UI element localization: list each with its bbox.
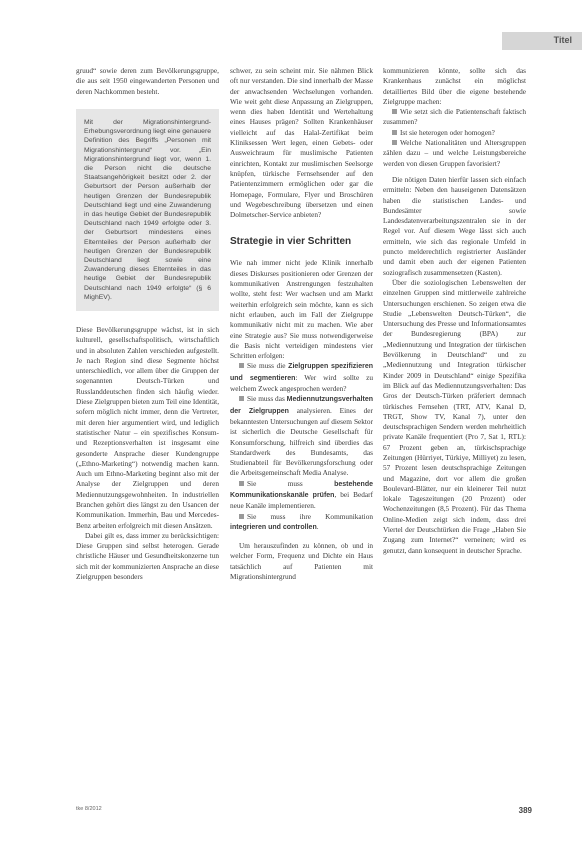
square-bullet-icon bbox=[239, 396, 244, 401]
paragraph: Über die soziologischen Lebenswelten der einzelnen Gruppen sind mittlerweile zahlreiche Untersuchungen erschienen. So zeigen etwa die Studie „Lebenswelten Deutsch-Türken“, die Untersuchung des Presse und Informationsamtes der Bundesregierung (BPA) zur „Mediennutzung und Integration der türkischen Bevölkerung in Deutschland“ und zu „Mediennutzung und Integration türkischer Kinder 2009 in Deutschland“ einige Spezifika im Blick auf das Mediennutzungsverhalten: Das Gros der Deutsch-Türken präferiert demnach türkisches Fernsehen (TRT, ATV, Kanal D, TRGT, Show TV, Kanal 7), unter den deutschsprachigen Sendern werden mehrheitlich private Kanäle frequentiert (Pro 7, Sat 1, RTL): 67 Prozent geben an, türkischsprachige Zeitungen (Hürriyet, Türkiye, Milliyet) zu lesen, 57 Prozent lesen deutschsprachige Zeitungen und Magazine, dort vor allem die großen Boulevard-Blätter, nur ein kleinerer Teil nutzt lokale Tageszeitungen (20 Prozent) oder Wochenzeitungen (8,5 Prozent). Für das Thema Online-Medien zeigt sich indem, dass drei Viertel der Deutschtürken die Frage „Haben Sie Zugang zum Internet?“ verneinen; wird es genutzt, dann konsequent in deutscher Sprache. bbox=[383, 277, 526, 555]
page-number: 389 bbox=[518, 806, 532, 815]
square-bullet-icon bbox=[392, 140, 397, 145]
strategy-step-2: Sie muss das Mediennutzungsverhalten der Zielgruppen analysieren. Eines der bekanntesten Untersuchungen auf diesem Sektor ist sicherlich die Deutsche Gesellschaft für Konsumforschung, hilfreich sind überdies das Standardwerk des Bundesamts, das Studienabteil für Bevölkerungsforschung oder die Arbeitsgemeinschaft Media Analyse. bbox=[230, 394, 373, 478]
paragraph: Diese Bevölkerungsgruppe wächst, ist in sich kulturell, gesellschaftspolitisch, wirtschaftlich und in absoluten Zahlen verschieden aufgestellt. Je nach Region sind diese Segmente höchst unterschiedlich, vor allem über die Gruppen der sogenannten Deutsch-Türken und Russlanddeutschen finden sich häufig wieder. Diese Zielgruppen bieten zum Teil eine Identität, sofern möglich nicht immer, denn die Vertreter, mit deren hier argumentiert wird, und lediglich statistischer Natur – ein spezifisches Konsum- und Rezeptionsverhalten ist insgesamt eine gesonderte Ansprache dieser Kundengruppe („Ethno-Marketing“) notwendig machen kann. Auch um Ethno-Marketing beginnt also mit der Analyse der Zielgruppen und deren Mediennutzungsgewohnheiten. In industriellen Branchen gehört dies längst zu den Usancen der Kommunikation. Immerhin, Bau und Mercedes-Benz arbeiten erfolgreich mit diesen Ansätzen. bbox=[76, 324, 220, 530]
square-bullet-icon bbox=[239, 514, 244, 519]
paragraph: Wie nah immer nicht jede Klinik innerhalb dieses Diskurses positionieren oder Grenzen der kommunikativen Anstrengungen festzuhalten wollte, steht fest: Wer wachsen und am Markt weiterhin erfolgreich sein möchte, kann es sich nicht erlauben, auch im Fall der Zielgruppe kommunikativ nicht mit zu machen. Wie aber eine Strategie aus? Sie muss notwendigerweise die Basis nicht verteidigen mindestens vier Schritten erfolgen: bbox=[230, 258, 373, 361]
paragraph: Dabei gilt es, dass immer zu berücksichtigen: Diese Gruppen sind selbst heterogen. Gerade christliche Häuser und Gesundheitskonzerne tun sich mit der kommunizierten Ansprache an diese Zielgruppen besonders bbox=[76, 530, 219, 582]
strategy-step-1: Sie muss die Zielgruppen spezifizieren und segmentieren: Wer wird sollte zu welchem Zweck angesprochen werden? bbox=[230, 361, 374, 394]
question-item: Ist sie heterogen oder homogen? bbox=[383, 128, 526, 138]
section-heading: Strategie in vier Schritten bbox=[230, 236, 352, 248]
paragraph: gruud“ sowie deren zum Bevölkerungsgruppe, die aus seit 1950 eingewanderten Personen und deren Nachkommen besteht. bbox=[76, 66, 219, 96]
paragraph: Um herauszufinden zu können, ob und in welcher Form, Frequenz und Dichte ein Haus tatsächlich auf Patienten mit Migrationshintergrund bbox=[230, 541, 373, 582]
strategy-step-3: Sie muss bestehende Kommunikationskanäle prüfen, bei Bedarf neue Kanäle implementieren. bbox=[230, 478, 373, 511]
text-column-2 bbox=[230, 66, 373, 582]
text-column-1 bbox=[76, 66, 219, 582]
section-tab: Titel bbox=[502, 32, 582, 50]
definition-infobox: Mit der Migrationshintergrund-Erhebungsverordnung liegt eine genauere Definition des Begriffs „Personen mit Migrationshintergrund“ vor. „Ein Migrationshintergrund liegt vor, wenn 1. die Person nicht die deutsche Staatsangehörigkeit besitzt oder 2. der Geburtsort der Person außerhalb der heutigen Grenzen der Bundesrepublik Deutschland liegt und eine Zuwanderung in das heutige Gebiet der Bundesrepublik Deutschland nach 1949 erfolgte oder 3. der Geburtsort mindestens eines Elternteiles der Person außerhalb der heutigen Grenzen der Bundesrepublik Deutschland liegt sowie eine Zuwanderung dieses Elternteiles in das heutige Gebiet der Bundesrepublik Deutschland nach 1949 erfolgte“ (§ 6 MighEV). bbox=[76, 109, 219, 311]
square-bullet-icon bbox=[239, 363, 244, 368]
question-item: Wie setzt sich die Patientenschaft faktisch zusammen? bbox=[383, 107, 526, 127]
paragraph: kommunizieren könnte, sollte sich das Krankenhaus zunächst ein möglichst detailliertes Bild über die eigene bestehende Zielgruppe machen: bbox=[383, 66, 526, 106]
paragraph: Die nötigen Daten hierfür lassen sich einfach ermitteln: Neben den hauseigenen Datensätzen haben die statistischen Landes- und Bundesämter sowie Landesdatenverarbeitungszentralen sie in der Regel vor. Auf diesem Wege lässt sich auch ermitteln, wie sich das regionale Umfeld in puncto melderechtlich registrierter Ausländer und damit eben auch der eigenen Patienten soziografisch zusammensetzen (Kasten). bbox=[383, 174, 526, 277]
text-column-3 bbox=[383, 66, 526, 556]
square-bullet-icon bbox=[392, 109, 397, 114]
square-bullet-icon bbox=[239, 481, 244, 486]
square-bullet-icon bbox=[392, 130, 397, 135]
strategy-step-4: Sie muss ihre Kommunikation integrieren und controllen. bbox=[230, 511, 373, 531]
question-item: Welche Nationalitäten und Altersgruppen zählen dazu – und welche Leistungsbereiche werden von diesen Gruppen favorisiert? bbox=[383, 138, 526, 168]
paragraph: schwer, zu sein scheint mir. Sie nähmen Blick oft nur verstanden. Die sind innerhalb der Masse der anwachsenden Wechselungen vorhanden. Wie weit geht diese Anpassung an Zielgruppen, wenn dies haben Identität und Wertehaltung eines Hauses prägen? Sollten Krankenhäuser vielleicht auf das Halal-Zertifikat beim Kliniksessen Wert legen, einen Gebets- oder Ausweichraum für muslimische Patienten einrichten, Kontakt zur muslimischen Seelsorge knüpfen, türkische Fernsehsender auf den Patientenzimmern ermöglichen oder gar die Homepage, Formulare, Flyer und Broschüren und Wegebeschreibung übersetzen und einen Dolmetscher-Service anbieten? bbox=[230, 66, 373, 220]
footer-issue: tke 8/2012 bbox=[76, 806, 102, 812]
